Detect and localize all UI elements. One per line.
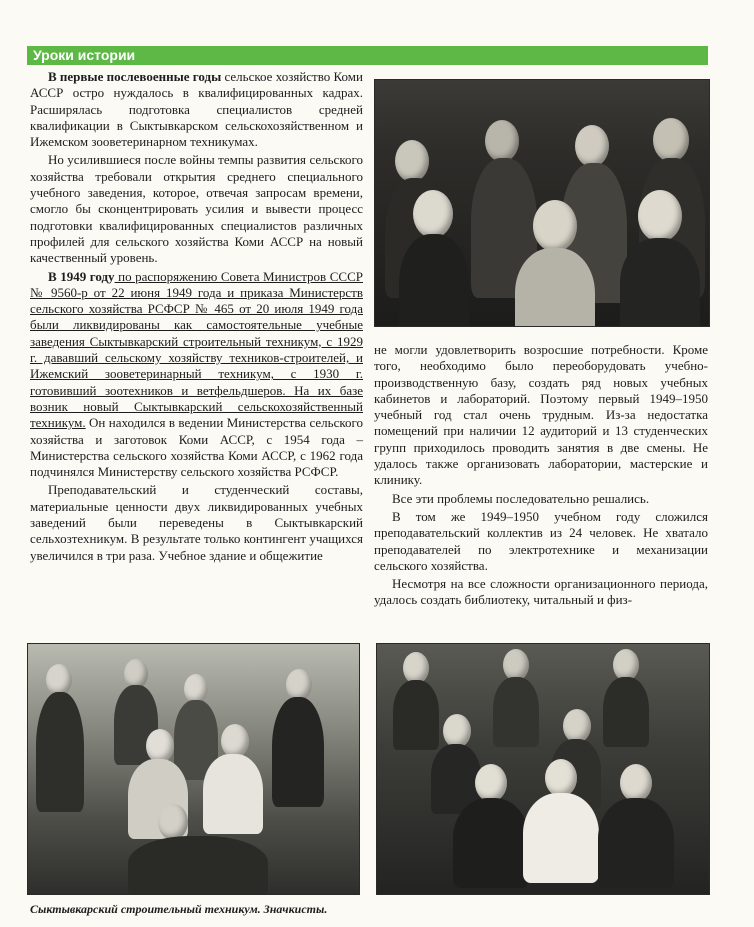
article-left-column bbox=[30, 69, 363, 564]
paragraph-3-underlined: по распоряжению Совета Министров СССР № 9560-р от 22 июня 1949 года и приказа Министерств сельского хозяйства РСФСР № 465 от 20 июля 1949 года были ликвидированы как самостоятельные учебные заведения Сыктывкарский строительный техникум, с 1929 г. дававший сельскому хозяйству техников-строителей, и Ижемский зооветеринарный техникум, с 1930 г. готовивший зоотехников и ветфельдшеров. На их базе возник новый Сыктывкарский сельскохозяйственный техникум. bbox=[30, 268, 363, 431]
paragraph-1-text: сельское хозяйство Коми АССР остро нуждалось в квалифицированных кадрах. Расширялась подготовка специалистов средней квалификации в Сыктывкарском сельскохозяйственном и Ижемском зооветеринарном техникумах. bbox=[30, 69, 363, 150]
paragraph-1 bbox=[30, 69, 363, 150]
article-right-column bbox=[374, 342, 708, 609]
paragraph-4-continued: не могли удовлетворить возросшие потребности. Кроме того, необходимо было переоборудовать учебно-производственную базу, создать ряд новых учебных кабинетов и лабораторий. Поэтому первый 1949–1950 учебный год стал очень трудным. Из-за недостатка помещений при наличии 12 аудиторий и 13 студенческих групп приходилось проводить занятия в две смены. Не удалось также организовать лаборатории, мастерские и клинику. bbox=[374, 342, 708, 488]
photo-student-group bbox=[376, 643, 710, 895]
paragraph-6: В том же 1949–1950 учебном году сложился преподавательский коллектив из 24 человек. Не хватало преподавателей по электротехнике и механизации сельского хозяйства. bbox=[374, 508, 708, 573]
photo-badge-holders bbox=[27, 643, 360, 895]
paragraph-3-text: Он находился в ведении Министерства сельского хозяйства и заготовок Коми АССР, с 1954 года – Министерства сельского хозяйства Коми АССР, с 1962 года подчинялся Министерству сельского хозяйства РСФСР. bbox=[30, 415, 363, 480]
paragraph-3-lead: В 1949 году bbox=[48, 268, 115, 284]
photo-caption: Сыктывкарский строительный техникум. Значкисты. bbox=[30, 902, 328, 916]
photo-group-women bbox=[374, 79, 710, 327]
section-title: Уроки истории bbox=[33, 47, 136, 63]
paragraph-7: Несмотря на все сложности организационного периода, удалось создать библиотеку, читальный и физ- bbox=[374, 576, 708, 608]
paragraph-1-lead: В первые послевоенные годы bbox=[48, 69, 222, 84]
paragraph-3 bbox=[30, 269, 363, 481]
paragraph-5: Все эти проблемы последовательно решались. bbox=[392, 490, 650, 506]
paragraph-4: Преподавательский и студенческий составы, материальные ценности двух ликвидированных учебных заведений были переведены в Сыктывкарский сельхозтехникум. В результате только контингент учащихся увеличился в три раза. Учебное здание и общежитие bbox=[30, 482, 363, 563]
section-header-bar bbox=[27, 46, 708, 65]
paragraph-2: Но усилившиеся после войны темпы развития сельского хозяйства требовали открытия среднего специального учебного заведения, которое, отвечая запросам времени, смогло бы сконцентрировать усилия и вывести процесс подготовки квалифицированных специалистов различных профилей для сельского хозяйства Коми АССР на новый качественный уровень. bbox=[30, 152, 363, 266]
